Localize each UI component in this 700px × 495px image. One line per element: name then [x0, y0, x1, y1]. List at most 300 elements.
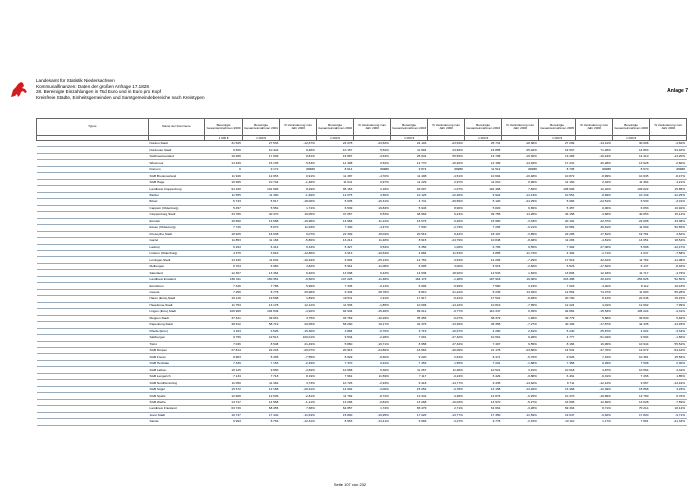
- value-cell: -23,54%: [428, 141, 465, 147]
- value-cell: 4,52%: [650, 231, 687, 237]
- municipality-name-cell: SGB Lathen: [148, 367, 205, 373]
- table-row: [37, 419, 687, 425]
- value-cell: 6,65%: [502, 205, 539, 211]
- value-cell: -10,67%: [428, 328, 465, 334]
- value-cell: -10,29%: [354, 315, 391, 321]
- municipality-name-cell: SGB Lengerich: [148, 373, 205, 379]
- value-cell: -1,21%: [280, 399, 317, 405]
- value-cell: 10 521: [464, 367, 502, 373]
- value-cell: 8 471: [464, 354, 502, 360]
- value-cell: 30 006: [612, 141, 650, 147]
- value-cell: 16,06%: [576, 341, 613, 347]
- value-cell: 12 876: [464, 393, 502, 399]
- value-cell: 64 857: [316, 406, 354, 412]
- value-cell: 10 618: [538, 367, 576, 373]
- value-cell: -11,74%: [502, 250, 539, 256]
- value-cell: 10 564: [612, 367, 650, 373]
- value-cell: 48 912: [205, 322, 243, 328]
- value-cell: 4,34%: [650, 367, 687, 373]
- value-cell: 8 763: [242, 419, 280, 425]
- value-cell: 6 539: [316, 205, 354, 211]
- column-header-name: Name der Kommune: [148, 119, 205, 136]
- value-cell: 15 950: [464, 218, 502, 224]
- value-cell: 0,96%: [502, 179, 539, 185]
- value-cell: -6,21%: [502, 225, 539, 231]
- value-cell: 11 993: [612, 289, 650, 295]
- value-cell: 0,00%: [576, 205, 613, 211]
- column-header: % Veränderung zum Jahr 2000: [650, 119, 687, 136]
- value-cell: 68 455: [242, 406, 280, 412]
- value-cell: -9,84%: [354, 399, 391, 405]
- value-cell: -4,40%: [576, 283, 613, 289]
- value-cell: 7 134: [205, 373, 243, 379]
- value-cell: 109 960: [205, 309, 243, 315]
- value-cell: 10 694: [464, 173, 502, 179]
- value-cell: 33 158: [538, 212, 576, 218]
- value-cell: 8,42%: [428, 231, 465, 237]
- value-cell: -25,14%: [354, 257, 391, 263]
- municipality-name-cell: SGB Nordhümmling: [148, 380, 205, 386]
- value-cell: -1,07%: [428, 186, 465, 192]
- value-cell: 5,99%: [280, 283, 317, 289]
- value-cell: -54,44%: [650, 348, 687, 354]
- value-cell: 9 778: [464, 419, 502, 425]
- value-cell: 11 364: [612, 179, 650, 185]
- value-cell: 11 050: [205, 380, 243, 386]
- value-cell: 4 304: [538, 250, 576, 256]
- value-cell: 31 525: [205, 141, 243, 147]
- value-cell: 19,83%: [354, 205, 391, 211]
- value-cell: 12 770: [390, 160, 428, 166]
- value-cell: 7 861: [612, 419, 650, 425]
- value-cell: -18,89%: [576, 393, 613, 399]
- value-cell: 6 704: [205, 263, 243, 269]
- column-header: % Veränderung zum Jahr 2000: [576, 119, 613, 136]
- municipality-name-cell: SGB Brookmerland: [148, 173, 205, 179]
- value-cell: -11,12%: [354, 218, 391, 224]
- value-cell: -9,01%: [576, 373, 613, 379]
- value-cell: 105 224: [612, 309, 650, 315]
- value-cell: 20,05%: [280, 322, 317, 328]
- header-line: Kreisfreie Städte, Einheitsgemeinden und Samtgemeindebereiche nach Kreistypen: [36, 94, 205, 100]
- value-cell: 7 746: [205, 225, 243, 231]
- value-cell: 15 372: [205, 386, 243, 392]
- value-cell: 9 220: [390, 354, 428, 360]
- municipality-name-cell: Emsbüren: [148, 283, 205, 289]
- revenue-table: [36, 118, 687, 426]
- value-cell: #####: [428, 166, 465, 172]
- value-cell: -2,45%: [280, 360, 317, 366]
- value-cell: 10,92%: [650, 205, 687, 211]
- value-cell: 20 915: [316, 348, 354, 354]
- column-header: Bereinigte Gesamteinnahmen 2002: [316, 119, 354, 136]
- value-cell: 22 295: [538, 231, 576, 237]
- value-cell: -0,14%: [354, 283, 391, 289]
- municipality-name-cell: Friesoythe,Stadt: [148, 231, 205, 237]
- value-cell: 14 531: [538, 348, 576, 354]
- value-cell: 5 552: [242, 205, 280, 211]
- value-cell: 45 355: [464, 322, 502, 328]
- value-cell: 3,82%: [280, 263, 317, 269]
- value-cell: -11,59%: [502, 412, 539, 418]
- value-cell: 6,53%: [354, 212, 391, 218]
- value-cell: 37 057: [316, 212, 354, 218]
- value-cell: 0,33%: [280, 244, 317, 250]
- municipality-name-cell: Südbrookmerland: [148, 153, 205, 159]
- value-cell: 11 160: [538, 179, 576, 185]
- value-cell: 6 515: [464, 263, 502, 269]
- value-cell: 1,91%: [354, 296, 391, 302]
- value-cell: -14,10%: [428, 302, 465, 308]
- value-cell: 33 769: [316, 315, 354, 321]
- value-cell: 10 819: [464, 302, 502, 308]
- value-cell: 18 197: [464, 231, 502, 237]
- value-cell: 101 906: [242, 186, 280, 192]
- value-cell: -14,41%: [354, 419, 391, 425]
- value-cell: -2,28%: [354, 335, 391, 341]
- value-cell: -1,69%: [280, 192, 317, 198]
- value-cell: 5,52%: [354, 147, 391, 153]
- table-header-row: [37, 119, 687, 136]
- value-cell: -23,62%: [354, 141, 391, 147]
- value-cell: 9 567: [612, 380, 650, 386]
- value-cell: -0,24%: [428, 373, 465, 379]
- value-cell: -3,85%: [502, 231, 539, 237]
- value-cell: 166 311: [205, 276, 243, 282]
- value-cell: 32,42%: [576, 257, 613, 263]
- value-cell: 9 922: [464, 192, 502, 198]
- value-cell: -2,15%: [502, 419, 539, 425]
- value-cell: 6,43%: [354, 270, 391, 276]
- value-cell: -13,20%: [650, 153, 687, 159]
- value-cell: 39 779: [538, 315, 576, 321]
- value-cell: 4,21%: [650, 179, 687, 185]
- value-cell: 3,73%: [280, 380, 317, 386]
- value-cell: -18,38%: [502, 141, 539, 147]
- value-cell: 7,16%: [576, 354, 613, 360]
- column-header: % Veränderung zum Jahr 2000: [428, 119, 465, 136]
- value-cell: -10,48%: [502, 173, 539, 179]
- value-cell: -15,48%: [354, 309, 391, 315]
- value-cell: 63 749: [205, 406, 243, 412]
- value-cell: 197 918: [464, 276, 502, 282]
- municipality-name-cell: Haren (Ems),Stadt: [148, 296, 205, 302]
- value-cell: 6 733: [205, 199, 243, 205]
- value-cell: -7,95%: [502, 302, 539, 308]
- value-cell: -0,78%: [428, 386, 465, 392]
- value-cell: 2,97%: [428, 179, 465, 185]
- value-cell: 11 512: [464, 166, 502, 172]
- value-cell: 4 884: [390, 250, 428, 256]
- header-line: Kommunalfinanzen: Daten der großen Anfrage 17.1828: [36, 83, 149, 89]
- value-cell: -9,60%: [280, 276, 317, 282]
- value-cell: 16 576: [390, 218, 428, 224]
- value-cell: -5,27%: [502, 399, 539, 405]
- value-cell: 18,54%: [650, 238, 687, 244]
- value-cell: 11 717: [612, 270, 650, 276]
- value-cell: 11 360: [242, 192, 280, 198]
- value-cell: 9 650: [242, 367, 280, 373]
- value-cell: 150 351: [242, 276, 280, 282]
- header-line: 28. Bereinigte Einzahlungen in Tsd Euro und in Euro pro Kopf: [36, 89, 162, 95]
- value-cell: -11,08%: [650, 257, 687, 263]
- value-cell: -23,86%: [502, 348, 539, 354]
- value-cell: -13,77%: [428, 412, 465, 418]
- value-cell: 1,17%: [576, 419, 613, 425]
- annex-label: Anlage 7: [667, 88, 688, 94]
- value-cell: 11 555: [205, 192, 243, 198]
- value-cell: 253 626: [612, 276, 650, 282]
- value-cell: 10 935: [612, 173, 650, 179]
- value-cell: 74,37%: [576, 289, 613, 295]
- municipality-name-cell: SGB Herzlake: [148, 360, 205, 366]
- value-cell: #####: [650, 166, 687, 172]
- value-cell: 65,28%: [650, 289, 687, 295]
- municipality-name-cell: Cloppenburg,Stadt: [148, 212, 205, 218]
- municipality-name-cell: Norden,Stadt: [148, 141, 205, 147]
- value-cell: 71,48%: [576, 147, 613, 153]
- value-cell: 9,40%: [280, 270, 317, 276]
- value-cell: 7 497: [464, 341, 502, 347]
- value-cell: 9 435: [464, 380, 502, 386]
- value-cell: -1,85%: [354, 302, 391, 308]
- value-cell: 19 146: [205, 296, 243, 302]
- value-cell: 13 798: [464, 153, 502, 159]
- municipality-name-cell: Landkreis Emsland: [148, 276, 205, 282]
- value-cell: 13 178: [242, 302, 280, 308]
- value-cell: 3,91%: [502, 367, 539, 373]
- value-cell: 8 166: [538, 341, 576, 347]
- value-cell: 13 698: [242, 218, 280, 224]
- value-cell: 6 705: [464, 244, 502, 250]
- value-cell: 17 939: [242, 153, 280, 159]
- value-cell: 10 126: [390, 192, 428, 198]
- value-cell: -4,70%: [354, 173, 391, 179]
- value-cell: 8 670: [242, 225, 280, 231]
- value-cell: -14,13%: [502, 192, 539, 198]
- value-cell: -10,03%: [428, 399, 465, 405]
- value-cell: 14 902: [316, 386, 354, 392]
- value-cell: 9 594: [612, 335, 650, 341]
- municipality-name-cell: SGB Sögel: [148, 386, 205, 392]
- value-cell: 4 379: [205, 250, 243, 256]
- value-cell: 13 268: [390, 399, 428, 405]
- value-cell: 0,54%: [354, 244, 391, 250]
- value-cell: 58 290: [316, 322, 354, 328]
- value-cell: 92 881: [538, 309, 576, 315]
- municipality-name-cell: Landkreis Cloppenburg: [148, 186, 205, 192]
- value-cell: 55,55%: [428, 153, 465, 159]
- value-cell: 12 652: [538, 289, 576, 295]
- value-cell: -19,95%: [354, 412, 391, 418]
- value-cell: -3,27%: [428, 419, 465, 425]
- value-cell: 1,74%: [280, 205, 317, 211]
- value-cell: 1,96%: [502, 315, 539, 321]
- value-cell: 15 135: [242, 160, 280, 166]
- value-cell: 8 305: [242, 354, 280, 360]
- value-cell: 5,68%: [576, 315, 613, 321]
- value-cell: -7,55%: [280, 354, 317, 360]
- municipality-name-cell: SGB Spelle: [148, 393, 205, 399]
- value-cell: 11 853: [205, 238, 243, 244]
- value-cell: 10 582: [538, 225, 576, 231]
- value-cell: 1,85%: [650, 373, 687, 379]
- column-header: Bereinigte Gesamteinnahmen 2001: [242, 119, 280, 136]
- municipality-name-cell: Meppen,Stadt: [148, 315, 205, 321]
- value-cell: 10 139: [612, 192, 650, 198]
- municipality-name-cell: Rhede (Ems): [148, 328, 205, 334]
- value-cell: 8,71%: [576, 406, 613, 412]
- value-cell: 19 513: [242, 335, 280, 341]
- municipality-name-cell: Garrel: [148, 238, 205, 244]
- value-cell: 8 915: [390, 238, 428, 244]
- value-cell: 8 810: [390, 289, 428, 295]
- column-header: % Veränderung zum Jahr 2000: [280, 119, 317, 136]
- municipality-name-cell: SGB Dörpen: [148, 348, 205, 354]
- value-cell: 17,81%: [576, 231, 613, 237]
- value-cell: -40,09%: [428, 348, 465, 354]
- value-cell: -3,28%: [502, 406, 539, 412]
- value-cell: 8,96%: [428, 205, 465, 211]
- value-cell: 10 125: [205, 367, 243, 373]
- value-cell: 19 781: [612, 231, 650, 237]
- value-cell: 15 887: [316, 153, 354, 159]
- value-cell: 12 545: [242, 393, 280, 399]
- value-cell: 0: [205, 166, 243, 172]
- value-cell: -16,31%: [354, 199, 391, 205]
- value-cell: 10 096: [390, 302, 428, 308]
- column-header-typ: Typus: [37, 119, 149, 136]
- value-cell: 52,50%: [650, 276, 687, 282]
- value-cell: -9,71%: [650, 412, 687, 418]
- value-cell: -10,92%: [428, 160, 465, 166]
- column-header: Bereinigte Gesamteinnahmen 2004: [464, 119, 502, 136]
- value-cell: 12,18%: [576, 270, 613, 276]
- value-cell: 3 719: [390, 328, 428, 334]
- value-cell: 39 755: [464, 212, 502, 218]
- value-cell: 4 163: [205, 328, 243, 334]
- value-cell: -4,38%: [428, 393, 465, 399]
- value-cell: 14 636: [390, 270, 428, 276]
- value-cell: 18 938: [242, 231, 280, 237]
- value-cell: 1,00%: [428, 244, 465, 250]
- value-cell: 13 283: [538, 153, 576, 159]
- value-cell: -1,48%: [280, 179, 317, 185]
- value-cell: 16 605: [538, 399, 576, 405]
- value-cell: 37 641: [205, 315, 243, 321]
- value-cell: 8,48%: [280, 147, 317, 153]
- value-cell: 13 628: [612, 399, 650, 405]
- value-cell: 11 782: [316, 393, 354, 399]
- value-cell: 18 925: [205, 231, 243, 237]
- value-cell: 17 450: [464, 412, 502, 418]
- value-cell: 2,81%: [502, 328, 539, 334]
- value-cell: 17 519: [538, 257, 576, 263]
- value-cell: 4 280: [464, 328, 502, 334]
- value-cell: -24,80%: [354, 348, 391, 354]
- value-cell: 27 299: [538, 141, 576, 147]
- value-cell: -12,86%: [280, 250, 317, 256]
- value-cell: 5 961: [316, 263, 354, 269]
- value-cell: 5 508: [612, 244, 650, 250]
- value-cell: 12 342: [390, 393, 428, 399]
- value-cell: 2,30%: [650, 360, 687, 366]
- value-cell: -11,08%: [354, 263, 391, 269]
- value-cell: -19,43%: [576, 153, 613, 159]
- value-cell: 3,19%: [502, 283, 539, 289]
- value-cell: 22 046: [612, 296, 650, 302]
- value-cell: -13,42%: [650, 380, 687, 386]
- value-cell: 12,60%: [576, 399, 613, 405]
- municipality-name-cell: Emstek: [148, 218, 205, 224]
- value-cell: 10 381: [612, 354, 650, 360]
- value-cell: 9 626: [538, 354, 576, 360]
- value-cell: 100,01%: [280, 335, 317, 341]
- value-cell: -7,58%: [650, 250, 687, 256]
- value-cell: -10,49%: [280, 257, 317, 263]
- value-cell: 10 905: [205, 179, 243, 185]
- value-cell: 12,22%: [576, 186, 613, 192]
- value-cell: 7 961: [316, 373, 354, 379]
- value-cell: -1,28%: [428, 276, 465, 282]
- value-cell: 20 519: [390, 231, 428, 237]
- value-cell: 10,14%: [650, 406, 687, 412]
- value-cell: 9 626: [205, 147, 243, 153]
- value-cell: -12,31%: [280, 419, 317, 425]
- value-cell: 6,55%: [502, 244, 539, 250]
- value-cell: 6,55%: [502, 341, 539, 347]
- value-cell: 18,92%: [428, 270, 465, 276]
- value-cell: 13 230: [205, 257, 243, 263]
- value-cell: 70 214: [612, 406, 650, 412]
- column-header: Bereinigte Gesamteinnahmen 2005: [538, 119, 576, 136]
- value-cell: 14,28%: [502, 212, 539, 218]
- value-cell: 10 442: [242, 147, 280, 153]
- value-cell: 7 530: [390, 225, 428, 231]
- value-cell: -4,81%: [576, 238, 613, 244]
- municipality-name-cell: Dornum: [148, 166, 205, 172]
- municipality-name-cell: Landkreis Friesland: [148, 406, 205, 412]
- value-cell: 11,53%: [428, 250, 465, 256]
- value-cell: 11 387: [316, 173, 354, 179]
- municipality-name-cell: Barßel: [148, 192, 205, 198]
- municipality-name-cell: Salzbergen: [148, 335, 205, 341]
- value-cell: 4,50%: [354, 192, 391, 198]
- value-cell: 20 191: [538, 218, 576, 224]
- value-cell: 11 166: [242, 238, 280, 244]
- page-footer: Seite 107 von 232: [333, 482, 367, 487]
- value-cell: 10 744: [242, 179, 280, 185]
- value-cell: 4 777: [538, 335, 576, 341]
- value-cell: 10 110: [538, 419, 576, 425]
- value-cell: 0,35%: [502, 309, 539, 315]
- value-cell: -16,98%: [280, 218, 317, 224]
- value-cell: 13 970: [464, 399, 502, 405]
- value-cell: 5,36%: [354, 367, 391, 373]
- value-cell: -5,99%: [428, 283, 465, 289]
- value-cell: 110 347: [464, 309, 502, 315]
- value-cell: 13,49%: [502, 289, 539, 295]
- value-cell: 0,97%: [354, 179, 391, 185]
- value-cell: 5 457: [205, 205, 243, 211]
- value-cell: 42 335: [612, 322, 650, 328]
- value-cell: 42 376: [390, 322, 428, 328]
- value-cell: 7 453: [390, 360, 428, 366]
- value-cell: 99 212: [390, 309, 428, 315]
- value-cell: 11 946: [205, 173, 243, 179]
- value-cell: -4,82%: [650, 141, 687, 147]
- municipality-name-cell: Papenburg,Stadt: [148, 322, 205, 328]
